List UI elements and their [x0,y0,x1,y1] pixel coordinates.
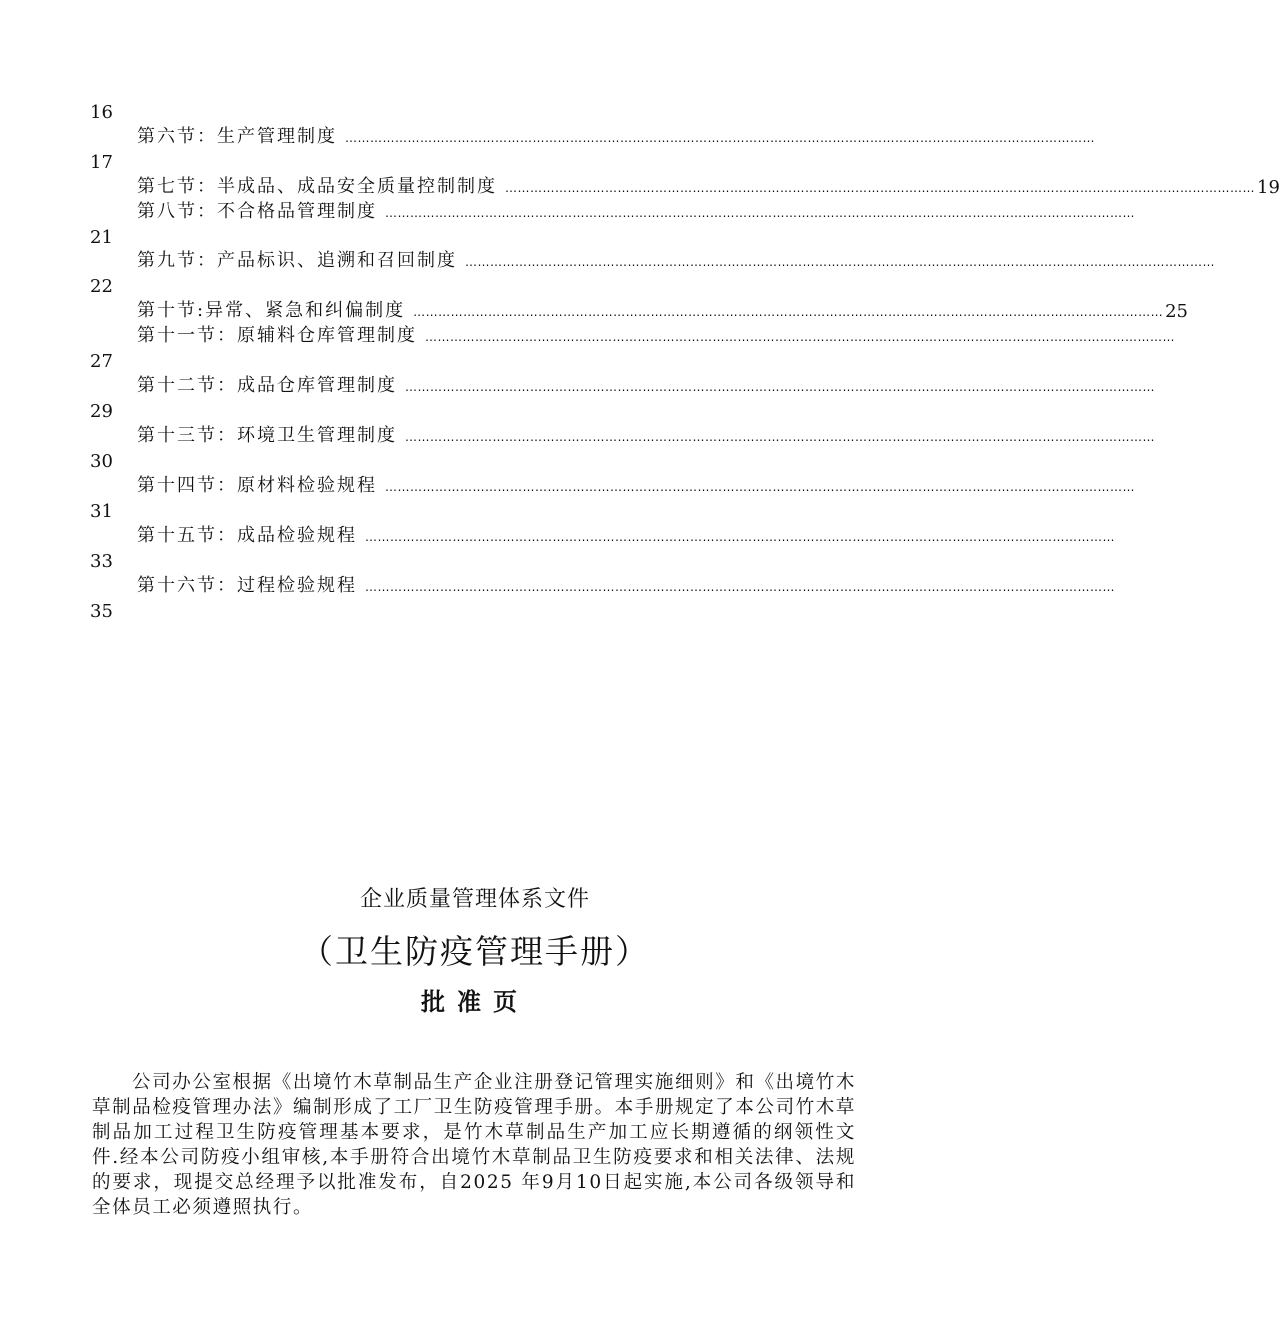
toc-page-number: 21 [90,227,113,248]
toc-page-number: 35 [90,601,113,622]
toc-entry[interactable] [137,323,1175,347]
toc-entry-title: 第九节：产品标识、追溯和召回制度 [137,250,457,271]
toc-page-number: 29 [90,401,113,422]
toc-entry[interactable] [137,248,1215,272]
toc-entry[interactable] [137,473,1135,497]
toc-dot-leader: ……………………………………………………………………………………………………………………………………………………………… [425,330,1175,344]
toc-entry-title: 第六节：生产管理制度 [137,126,337,147]
toc-page-number: 30 [90,451,113,472]
toc-entry[interactable] [137,373,1155,397]
toc-page-number: 31 [90,501,113,522]
approval-paragraph: 公司办公室根据《出境竹木草制品生产企业注册登记管理实施细则》和《出境竹木草制品检疫管理办法》编制形成了工厂卫生防疫管理手册。本手册规定了本公司竹木草制品加工过程卫生防疫管理基本要求，是竹木草制品生产加工应长期遵循的纲领性文件.经本公司防疫小组审核,本手册符合出境竹木草制品卫生防疫要求和相关法律、法规的要求，现提交总经理予以批准发布，自2025 年9月10日起实施,本公司各级领导和全体员工必须遵照执行。 [92,1072,856,1218]
toc-page-number: 33 [90,551,113,572]
toc-dot-leader: ……………………………………………………………………………………………………………………………………………………………… [405,430,1155,444]
toc-dot-leader: ……………………………………………………………………………………………………………………………………………………………… [365,580,1115,594]
toc-page-number: 16 [90,102,113,123]
toc-page-number: 27 [90,351,113,372]
toc-dot-leader: ……………………………………………………………………………………………………………………………………………………………… [405,380,1155,394]
toc-entry[interactable] [137,523,1115,547]
toc-entry[interactable] [137,573,1115,597]
toc-entry-title: 第十一节：原辅料仓库管理制度 [137,325,417,346]
toc-entry[interactable] [137,199,1135,223]
toc-dot-leader: ……………………………………………………………………………………………………………………………………………………………… [365,530,1115,544]
toc-dot-leader: ……………………………………………………………………………………………………………………………………………………………… [345,131,1095,145]
toc-page-number: 22 [90,276,113,297]
toc-page-number: 17 [90,152,113,173]
toc-entry-title: 第十四节：原材料检验规程 [137,475,377,496]
toc-dot-leader: ……………………………………………………………………………………………………………………………………………………………… [413,305,1164,319]
toc-entry[interactable] [137,423,1155,447]
toc-dot-leader: ……………………………………………………………………………………………………………………………………………………………… [385,480,1135,494]
toc-entry[interactable] [137,124,1095,148]
document-title: （卫生防疫管理手册） [300,932,650,971]
toc-entry-page: 19 [1257,177,1280,198]
toc-entry-title: 第八节：不合格品管理制度 [137,201,377,222]
approval-page-heading: 批准页 [421,988,529,1016]
toc-dot-leader: ……………………………………………………………………………………………………………………………………………………………… [385,206,1135,220]
toc-entry-title: 第十二节：成品仓库管理制度 [137,375,397,396]
toc-entry-title: 第十三节：环境卫生管理制度 [137,425,397,446]
toc-entry-title: 第十节:异常、紧急和纠偏制度 [137,300,406,321]
toc-dot-leader: ……………………………………………………………………………………………………………………………………………………………… [465,255,1215,269]
toc-entry-title: 第十五节：成品检验规程 [137,525,357,546]
document-subtitle: 企业质量管理体系文件 [359,887,590,912]
toc-entry[interactable] [137,174,1280,198]
toc-entry-title: 第十六节：过程检验规程 [137,575,357,596]
toc-entry-title: 第七节：半成品、成品安全质量控制制度 [137,176,497,197]
toc-entry-page: 25 [1165,301,1188,322]
toc-dot-leader: ……………………………………………………………………………………………………………………………………………………………… [505,181,1255,195]
toc-entry[interactable] [137,298,1188,322]
